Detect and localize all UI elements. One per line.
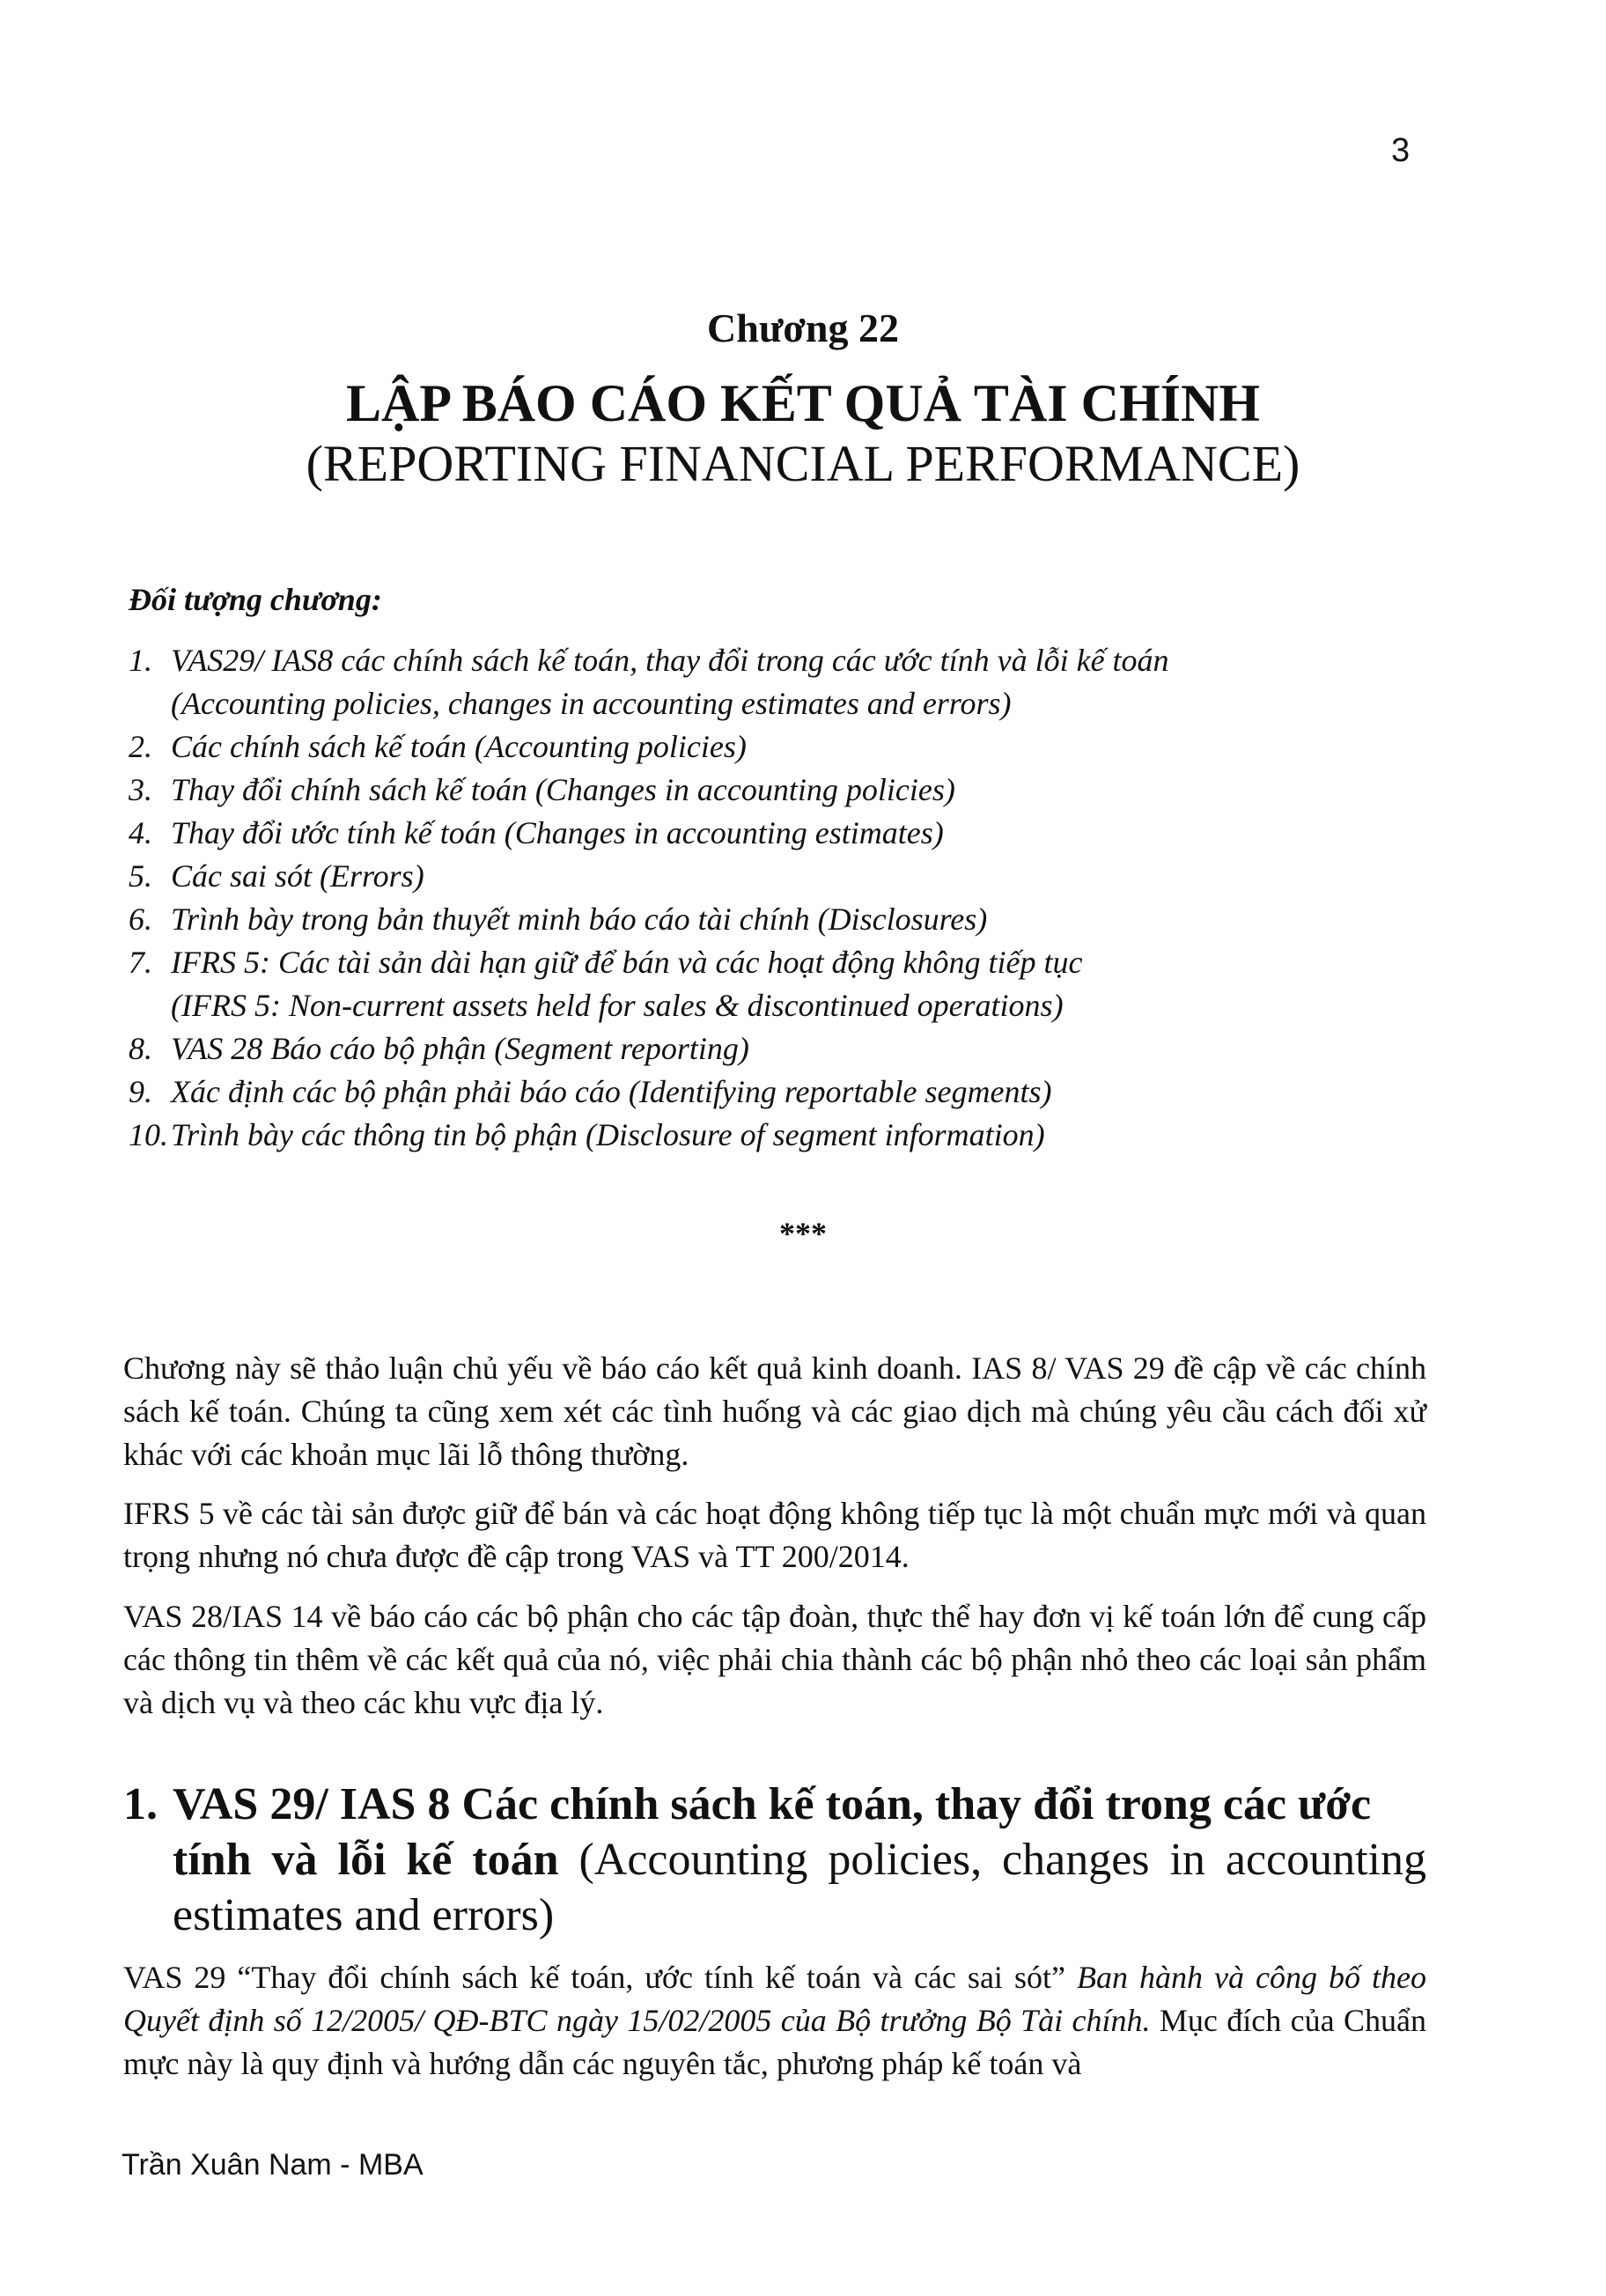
objective-text: Thay đổi chính sách kế toán (Changes in accounting policies): [171, 772, 955, 807]
objective-text: VAS29/ IAS8 các chính sách kế toán, thay đổi trong các ước tính và lỗi kế toán: [171, 643, 1169, 678]
page-number: 3: [1391, 132, 1411, 169]
objective-body: [171, 1071, 1414, 1114]
p4-italic: Ban hành và công bố theo Quyết định số 12/2005/ QĐ-BTC ngày 15/02/2005 của Bộ trưởng Bộ Tài chính.: [123, 1960, 1427, 2038]
objective-item: [129, 639, 1414, 725]
objective-number: 8.: [129, 1031, 152, 1066]
objective-item: [129, 769, 1414, 812]
objective-number: 5.: [129, 858, 152, 894]
objective-item: [129, 1027, 1414, 1071]
objective-subtext: (Accounting policies, changes in accounting estimates and errors): [171, 686, 1012, 721]
objective-body: [171, 855, 1414, 898]
objective-text: VAS 28 Báo cáo bộ phận (Segment reporting): [171, 1031, 749, 1066]
objective-number: 9.: [129, 1074, 152, 1109]
objective-item: [129, 1114, 1414, 1157]
objective-body: [171, 1114, 1414, 1157]
objective-body: [171, 725, 1414, 769]
objective-text: Trình bày các thông tin bộ phận (Disclosure of segment information): [171, 1117, 1045, 1152]
objective-body: [171, 769, 1414, 812]
objective-number: 1.: [129, 643, 152, 678]
objective-item: [129, 812, 1414, 855]
objective-text: Xác định các bộ phận phải báo cáo (Identifying reportable segments): [171, 1074, 1052, 1109]
objective-item: [129, 1071, 1414, 1114]
objective-item: [129, 898, 1414, 941]
objective-body: [171, 639, 1414, 725]
section-heading-1: [123, 1777, 1426, 1943]
objective-text: Trình bày trong bản thuyết minh báo cáo tài chính (Disclosures): [171, 901, 988, 937]
objective-number: 7.: [129, 945, 152, 980]
objective-number: 3.: [129, 772, 152, 807]
objective-text: Thay đổi ước tính kế toán (Changes in accounting estimates): [171, 815, 944, 850]
objective-body: [171, 898, 1414, 941]
p4-end: Mục đích của Chuẩn mực này là quy định và hướng dẫn các nguyên tắc, phương pháp kế toán và: [123, 2003, 1426, 2081]
objectives-heading: Đối tượng chương:: [129, 582, 382, 617]
objective-item: [129, 855, 1414, 898]
objective-number: 4.: [129, 815, 152, 850]
objective-number: 2.: [129, 729, 152, 764]
objective-body: [171, 812, 1414, 855]
section-number: 1.: [123, 1779, 158, 1829]
intro-paragraph-1: Chương này sẽ thảo luận chủ yếu về báo cáo kết quả kinh doanh. IAS 8/ VAS 29 đề cập về các chính sách kế toán. Chúng ta cũng xem xét các tình huống và các giao dịch mà chúng yêu cầu cách đối xử khác với các khoản mục lãi lỗ thông thường.: [123, 1350, 1426, 1472]
objective-text: IFRS 5: Các tài sản dài hạn giữ để bán và các hoạt động không tiếp tục: [171, 945, 1083, 980]
footer-author: Trần Xuân Nam - MBA: [122, 2148, 424, 2182]
objective-subtext: (IFRS 5: Non-current assets held for sales & discontinued operations): [171, 988, 1064, 1023]
chapter-title: LẬP BÁO CÁO KẾT QUẢ TÀI CHÍNH: [346, 374, 1260, 432]
section-title-english: (Accounting policies, changes in accounting estimates and errors): [173, 1835, 1426, 1940]
section-separator: ***: [779, 1216, 827, 1251]
objective-body: [171, 1027, 1414, 1071]
section-title-bold-2: tính và lỗi kế toán: [173, 1835, 559, 1885]
objective-body: [171, 941, 1414, 1027]
section-title-continuation: [123, 1832, 1426, 1943]
section-title-bold-1: VAS 29/ IAS 8 Các chính sách kế toán, thay đổi trong các ước: [173, 1779, 1372, 1829]
objective-item: [129, 725, 1414, 769]
objective-item: [129, 941, 1414, 1027]
objective-text: Các chính sách kế toán (Accounting policies): [171, 729, 747, 764]
chapter-objectives: [129, 581, 1414, 1157]
chapter-subtitle: (REPORTING FINANCIAL PERFORMANCE): [306, 435, 1300, 492]
intro-paragraph-2: IFRS 5 về các tài sản được giữ để bán và các hoạt động không tiếp tục là một chuẩn mực mới và quan trọng nhưng nó chưa được đề cập trong VAS và TT 200/2014.: [123, 1496, 1426, 1574]
objective-number: 6.: [129, 901, 152, 937]
chapter-label: Chương 22: [707, 305, 899, 350]
objectives-list: [129, 639, 1414, 1157]
p4-start: VAS 29 “Thay đổi chính sách kế toán, ước tính kế toán và các sai sót”: [123, 1960, 1065, 1995]
section-1-paragraph: [123, 1956, 1426, 2086]
objective-number: 10.: [129, 1117, 168, 1152]
objective-text: Các sai sót (Errors): [171, 858, 424, 894]
intro-paragraph-3: VAS 28/IAS 14 về báo cáo các bộ phận cho các tập đoàn, thực thể hay đơn vị kế toán lớn để cung cấp các thông tin thêm về các kết quả của nó, việc phải chia thành các bộ phận nhỏ theo các loại sản phẩm và dịch vụ và theo các khu vực địa lý.: [123, 1599, 1426, 1720]
